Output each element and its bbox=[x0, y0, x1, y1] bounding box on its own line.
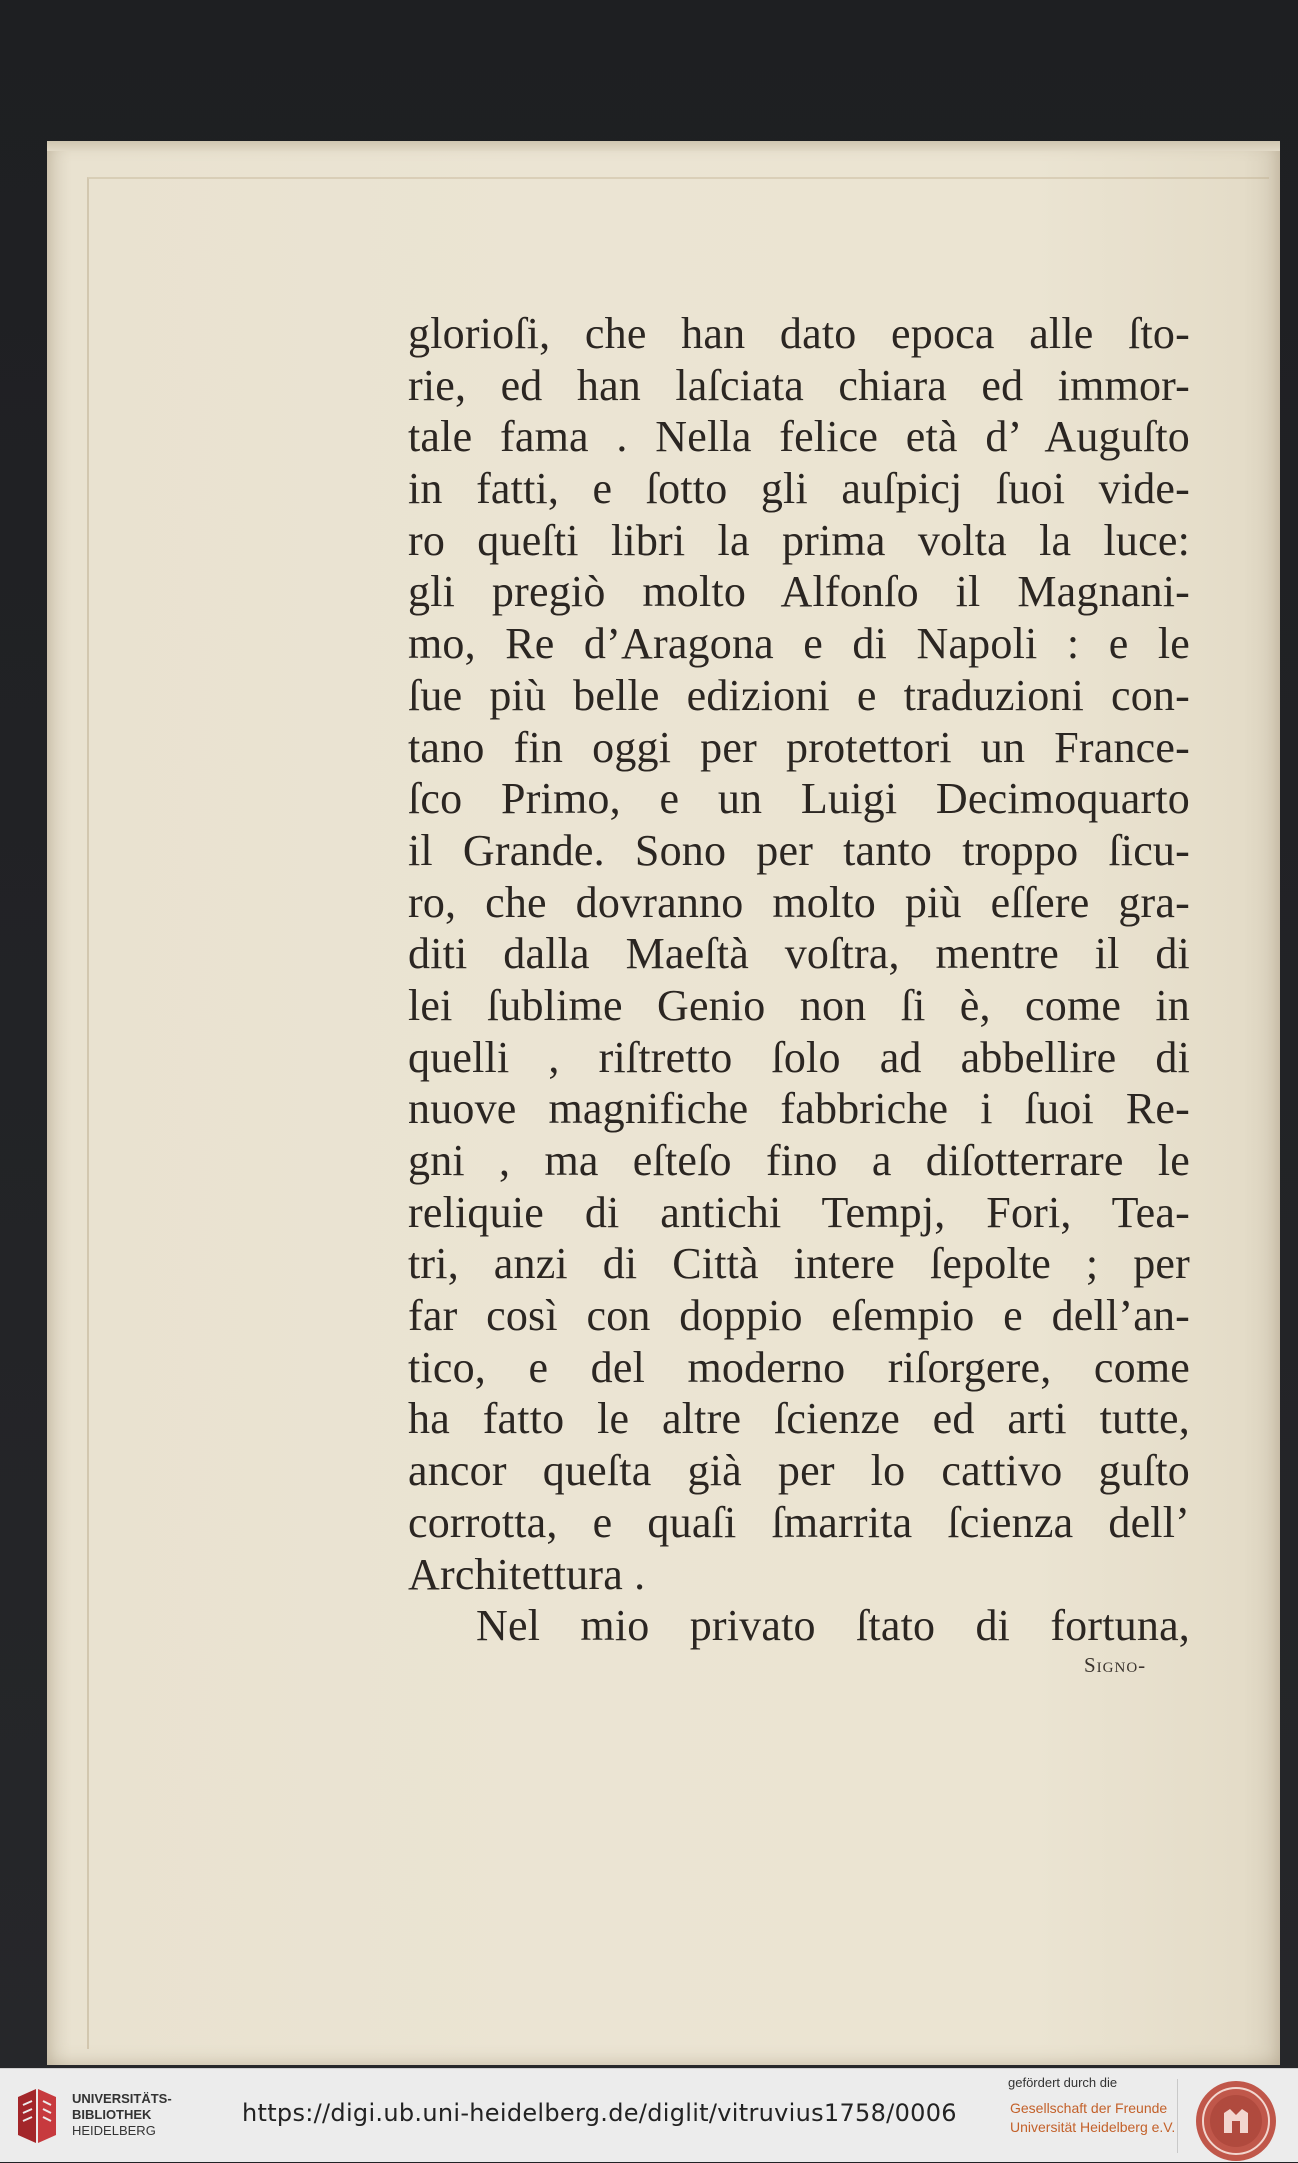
text-line: mo, Re d’Aragona e di Napoli : e le bbox=[408, 619, 1190, 669]
sponsor-prefix: gefördert durch die bbox=[1008, 2075, 1118, 2090]
text-line: gni , ma eſteſo fino a diſotterrare le bbox=[408, 1136, 1190, 1185]
text-line: ſco Primo, e un Luigi Decimoquarto bbox=[408, 774, 1190, 824]
text-line: diti dalla Maeſtà voſtra, mentre il di bbox=[408, 929, 1190, 979]
text-line: ancor queſta già per lo cattivo guſto bbox=[408, 1446, 1190, 1496]
text-line: rie, ed han laſciata chiara ed immor- bbox=[408, 360, 1190, 410]
body-text bbox=[408, 308, 1190, 1652]
text-line: ro, che dovranno molto più eſſere gra- bbox=[408, 877, 1190, 927]
text-line: tano fin oggi per protettori un France- bbox=[408, 722, 1190, 772]
sponsor-name bbox=[1010, 2099, 1175, 2137]
university-seal-icon bbox=[1194, 2079, 1278, 2163]
library-logo-icon bbox=[14, 2087, 60, 2145]
text-line: tale fama . Nella felice età d’ Auguſto bbox=[408, 412, 1190, 462]
text-line: il Grande. Sono per tanto troppo ſicu- bbox=[408, 825, 1190, 875]
sponsor-name-line: Universität Heidelberg e.V. bbox=[1010, 2119, 1176, 2135]
page-top-edge bbox=[47, 141, 1280, 151]
text-line: lei ſublime Genio non ſi è, come in bbox=[408, 980, 1190, 1030]
sponsor-name-line: Gesellschaft der Freunde bbox=[1010, 2100, 1168, 2116]
permalink-url[interactable]: https://digi.ub.uni-heidelberg.de/diglit/vitruvius1758/0006 bbox=[242, 2099, 957, 2127]
library-name-line: BIBLIOTHEK bbox=[72, 2107, 152, 2122]
text-line: ſue più belle edizioni e traduzioni con- bbox=[408, 670, 1190, 720]
catchword: Signo- bbox=[1084, 1653, 1147, 1677]
text-line: quelli , riſtretto ſolo ad abbellire di bbox=[408, 1032, 1190, 1082]
viewer-footer bbox=[0, 2068, 1298, 2162]
text-line: tico, e del moderno riſorgere, come bbox=[408, 1342, 1190, 1392]
library-name-line: HEIDELBERG bbox=[72, 2123, 156, 2138]
text-line: glorioſi, che han dato epoca alle ſto- bbox=[408, 309, 1190, 358]
paragraph-start-line: Nel mio privato ſtato di fortuna, bbox=[476, 1601, 1190, 1651]
text-line: corrotta, e quaſi ſmarrita ſcienza dell’ bbox=[408, 1497, 1190, 1547]
footer-divider bbox=[1177, 2079, 1178, 2153]
library-name-line: UNIVERSITÄTS- bbox=[72, 2091, 172, 2106]
text-line: tri, anzi di Città intere ſepolte ; per bbox=[408, 1239, 1190, 1289]
text-line: far così con doppio eſempio e dell’an- bbox=[408, 1291, 1190, 1341]
text-line: reliquie di antichi Tempj, Fori, Tea- bbox=[408, 1187, 1190, 1237]
text-line: in fatti, e ſotto gli auſpicj ſuoi vide- bbox=[408, 464, 1190, 514]
text-line: gli pregiò molto Alfonſo il Magnani- bbox=[408, 567, 1190, 617]
text-line: ro queſti libri la prima volta la luce: bbox=[408, 515, 1190, 565]
text-line: nuove magnifiche fabbriche i ſuoi Re- bbox=[408, 1084, 1190, 1134]
text-line: Architettura . bbox=[408, 1549, 646, 1599]
text-line: ha fatto le altre ſcienze ed arti tutte, bbox=[408, 1394, 1190, 1444]
library-name bbox=[72, 2091, 172, 2139]
